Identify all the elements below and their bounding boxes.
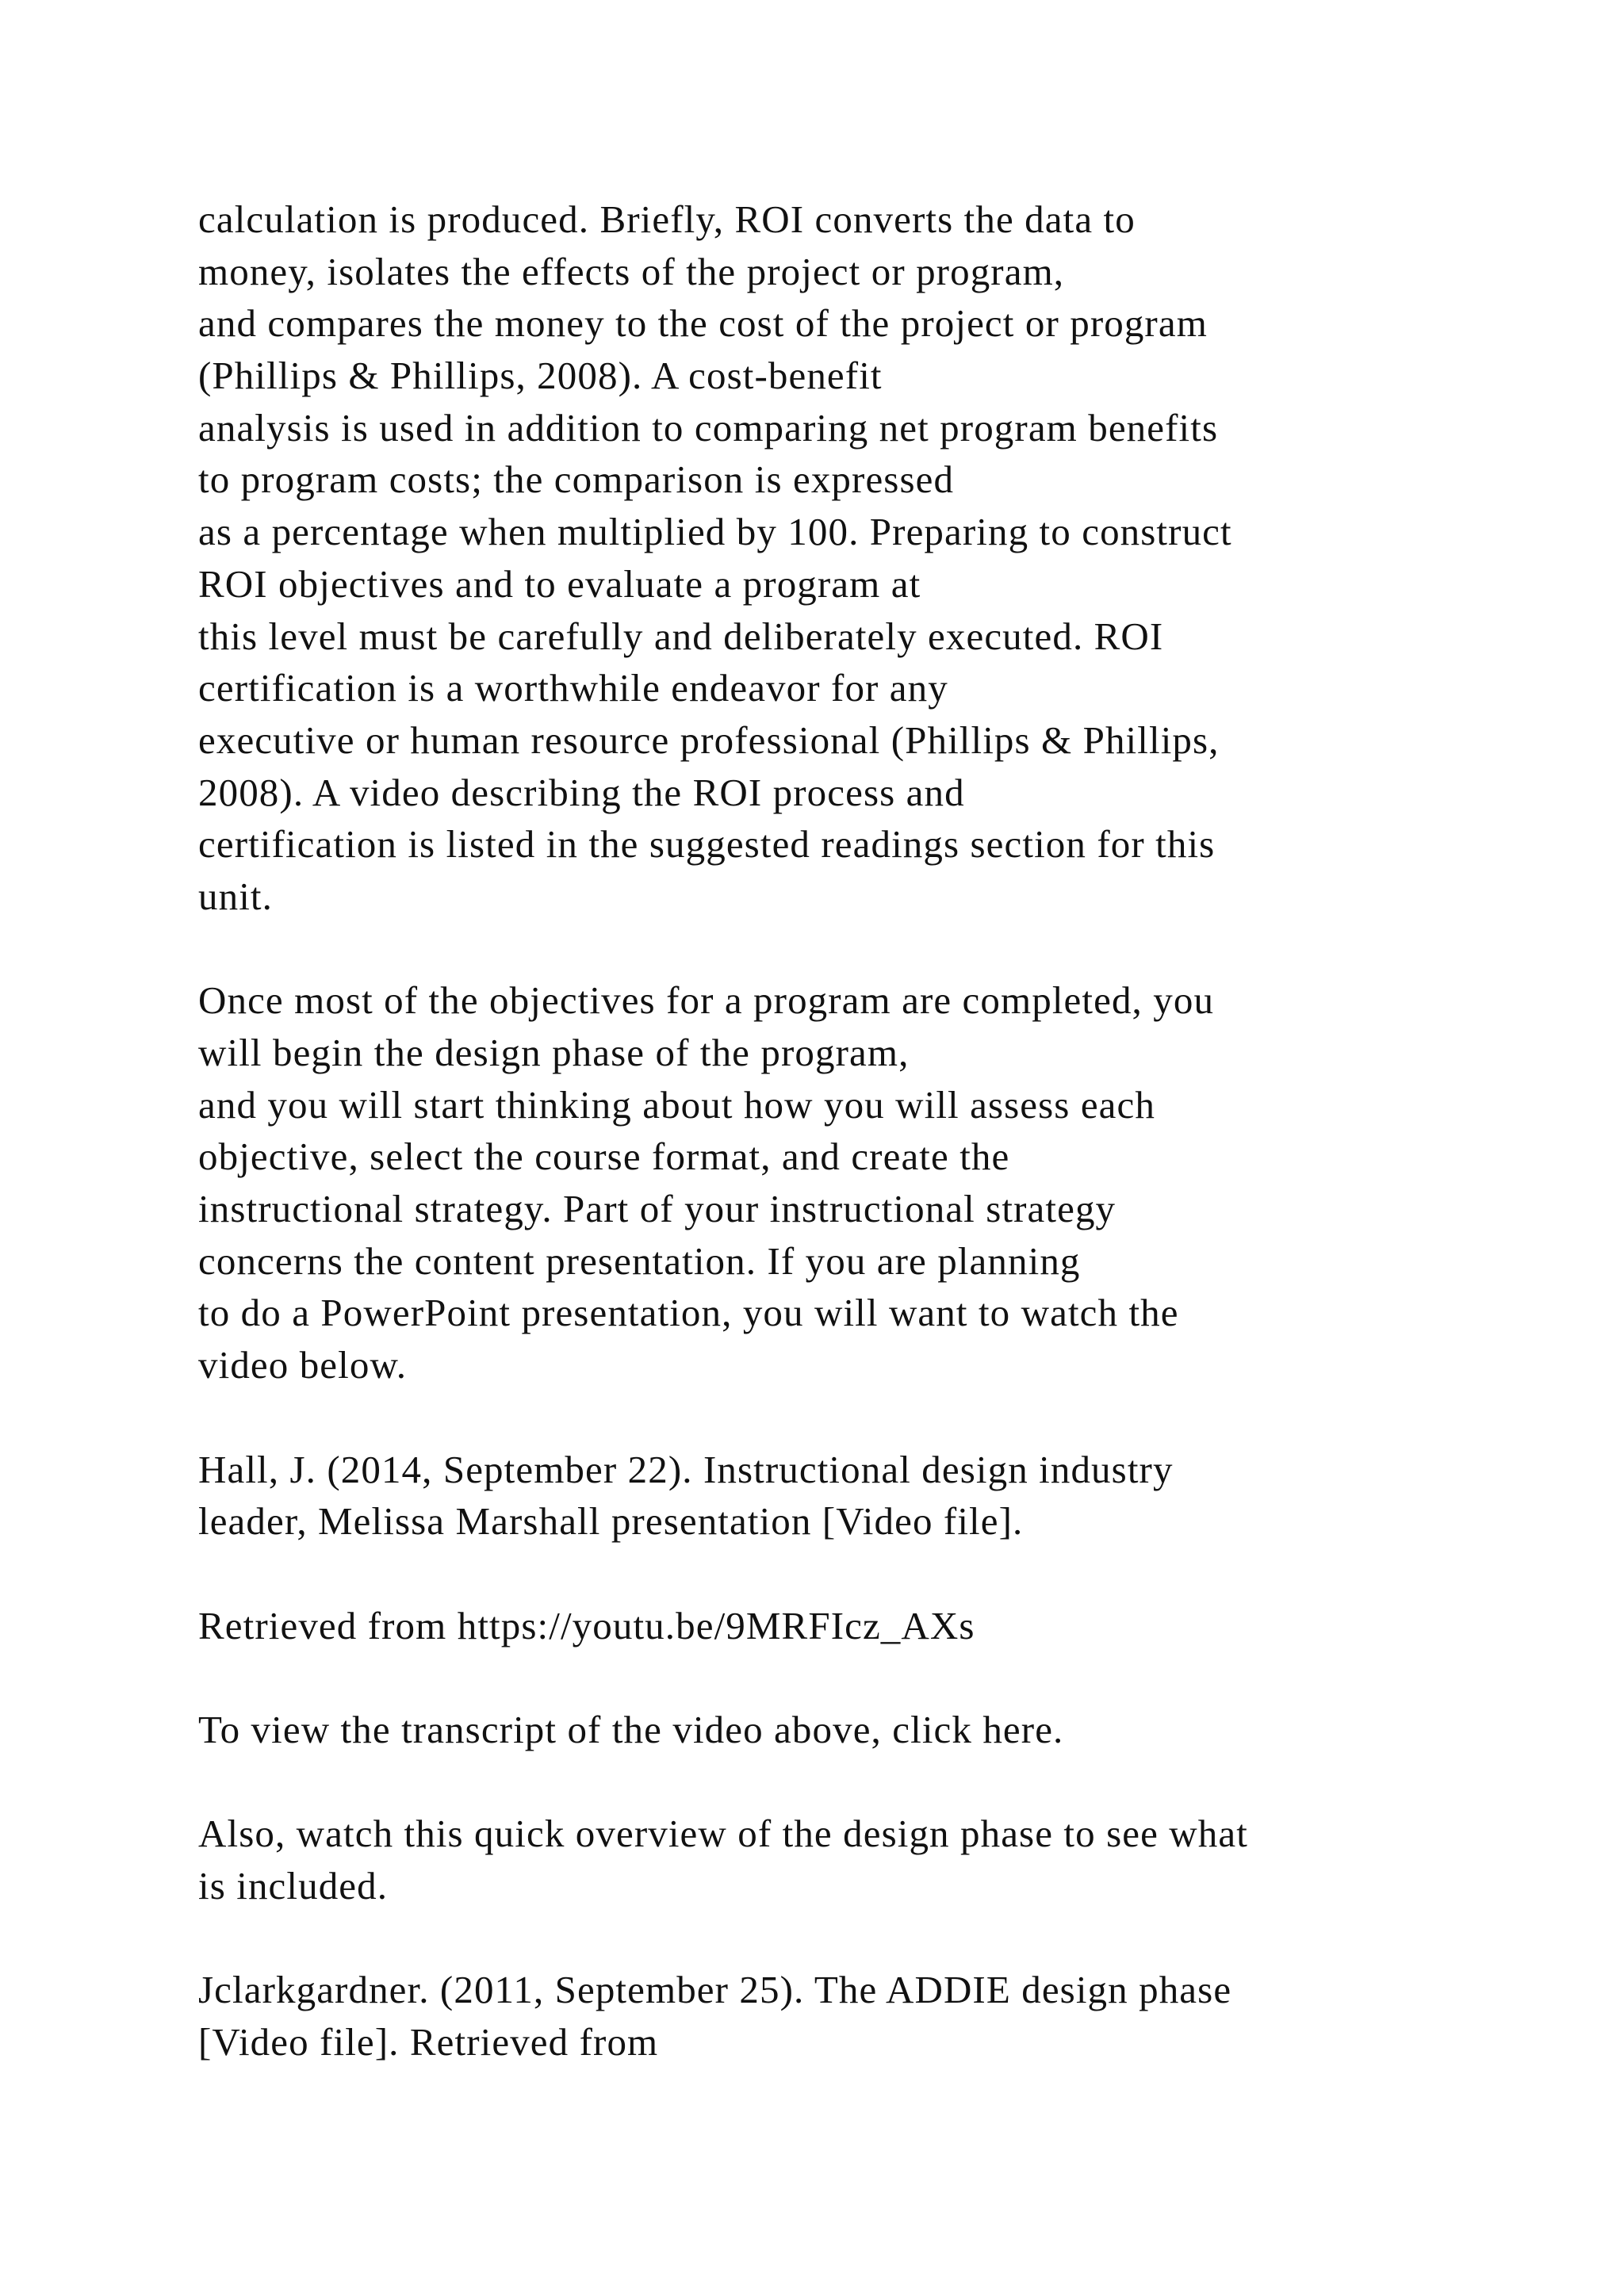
text-line: Retrieved from https://youtu.be/9MRFIcz_AXs (198, 1603, 975, 1647)
text-line: to program costs; the comparison is expressed (198, 457, 955, 502)
text-line: certification is a worthwhile endeavor for any (198, 666, 948, 710)
text-line: and you will start thinking about how you will assess each (198, 1082, 1155, 1127)
text-line: video below. (198, 1343, 408, 1387)
text-line: objective, select the course format, and create the (198, 1135, 1010, 1179)
retrieved-from-line (198, 1600, 1546, 1652)
text-line: to do a PowerPoint presentation, you will want to watch the (198, 1291, 1179, 1335)
citation-hall (198, 1444, 1546, 1548)
text-line: Jclarkgardner. (2011, September 25). The ADDIE design phase (198, 1968, 1232, 2012)
transcript-note (198, 1704, 1546, 1756)
text-line: is included. (198, 1864, 389, 1908)
text-line: ROI objectives and to evaluate a program at (198, 561, 921, 606)
overview-note (198, 1808, 1546, 1911)
text-line: 2008). A video describing the ROI process and (198, 770, 965, 814)
paragraph-spacer (198, 1391, 1546, 1444)
paragraph-spacer (198, 1912, 1546, 1965)
paragraph-design-phase (198, 974, 1546, 1391)
text-line: calculation is produced. Briefly, ROI converts the data to (198, 197, 1136, 241)
text-line: this level must be carefully and deliberately executed. ROI (198, 614, 1164, 658)
text-line: concerns the content presentation. If you are planning (198, 1238, 1081, 1283)
text-line: unit. (198, 874, 273, 918)
text-line: To view the transcript of the video above, click here. (198, 1707, 1064, 1751)
text-line: executive or human resource professional (Phillips & Phillips, (198, 718, 1220, 762)
paragraph-spacer (198, 1651, 1546, 1704)
text-line: [Video file]. Retrieved from (198, 2020, 659, 2064)
paragraph-spacer (198, 1756, 1546, 1808)
text-line: as a percentage when multiplied by 100. Preparing to construct (198, 510, 1232, 554)
text-line: Also, watch this quick overview of the design phase to see what (198, 1812, 1248, 1856)
text-line: and compares the money to the cost of the project or program (198, 301, 1208, 346)
document-body (198, 193, 1546, 2068)
text-line: Hall, J. (2014, September 22). Instructional design industry (198, 1447, 1174, 1491)
text-line: money, isolates the effects of the project or program, (198, 249, 1065, 293)
text-line: analysis is used in addition to comparing net program benefits (198, 405, 1219, 450)
paragraph-spacer (198, 1548, 1546, 1600)
paragraph-spacer (198, 923, 1546, 975)
paragraph-roi-overview (198, 193, 1546, 923)
text-line: (Phillips & Phillips, 2008). A cost-benefit (198, 354, 883, 398)
text-line: leader, Melissa Marshall presentation [Video file]. (198, 1499, 1024, 1544)
text-line: Once most of the objectives for a program are completed, you (198, 978, 1215, 1023)
text-line: certification is listed in the suggested readings section for this (198, 822, 1216, 867)
text-line: will begin the design phase of the program, (198, 1031, 910, 1074)
text-line: instructional strategy. Part of your instructional strategy (198, 1187, 1116, 1231)
citation-jclarkgardner (198, 1964, 1546, 2068)
